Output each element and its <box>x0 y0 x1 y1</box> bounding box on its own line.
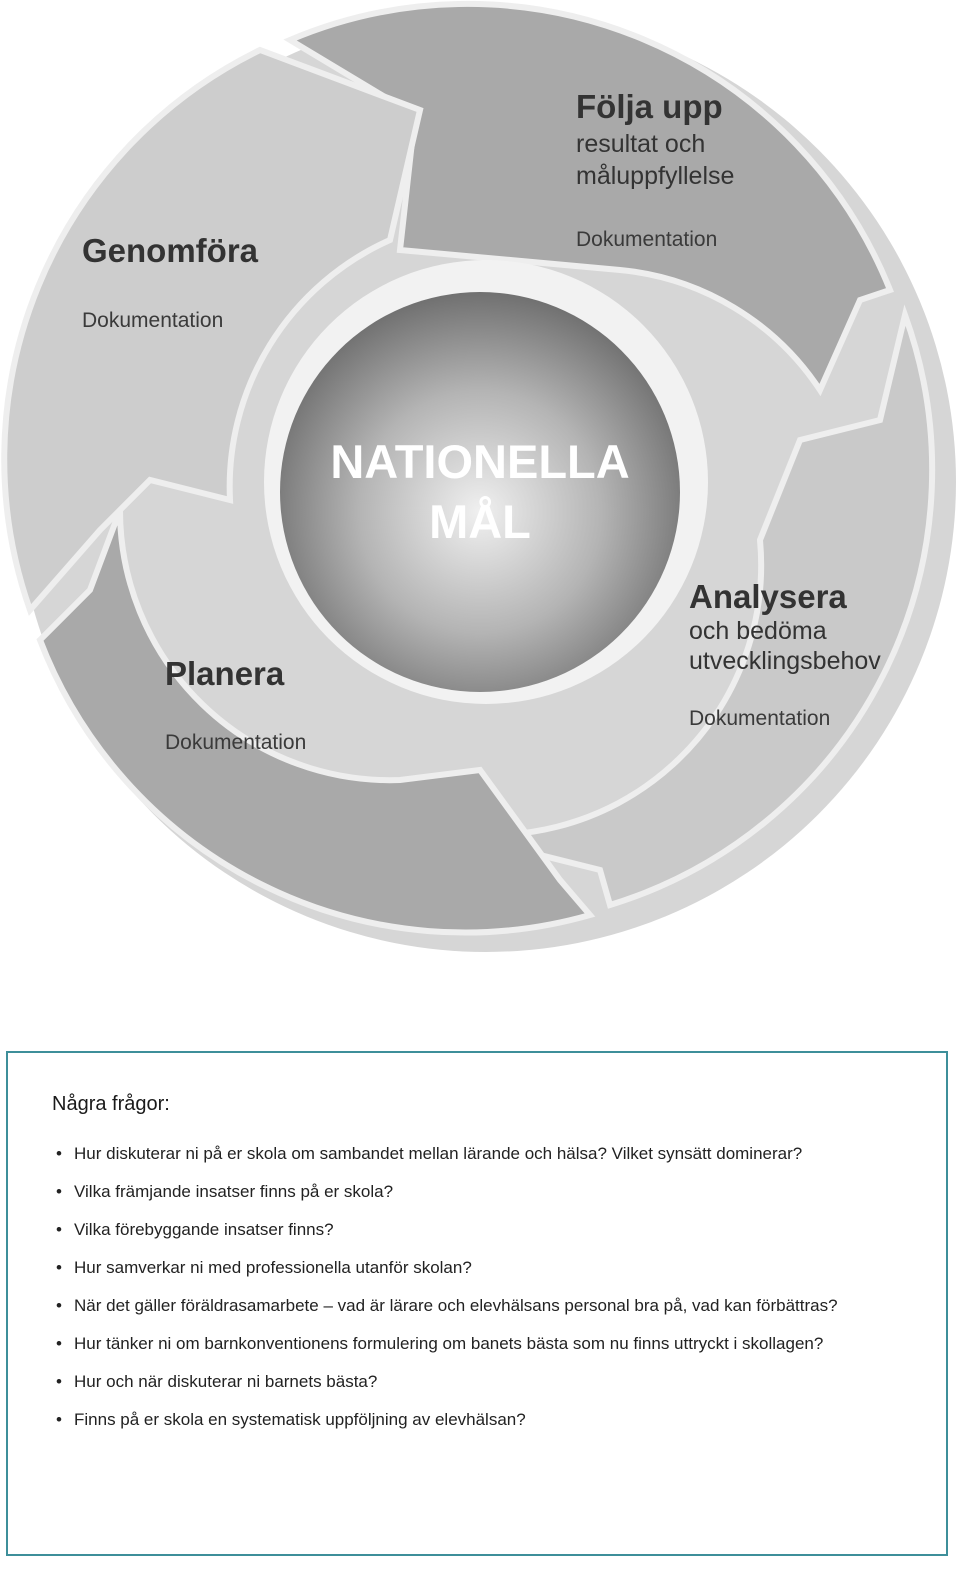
planera-doc: Dokumentation <box>165 731 307 754</box>
center-label-line2: MÅL <box>429 495 531 548</box>
question-item: • Vilka främjande insatser finns på er skola? <box>52 1179 897 1204</box>
questions-box <box>6 1051 948 1556</box>
question-item: • När det gäller föräldrasamarbete – vad är lärare och elevhälsans personal bra på, vad kan förbättras? <box>52 1293 897 1318</box>
planera-title: Planera <box>165 655 285 692</box>
analysera-doc: Dokumentation <box>689 707 831 730</box>
question-item: • Hur diskuterar ni på er skola om sambandet mellan lärande och hälsa? Vilket synsätt dominerar? <box>52 1141 897 1166</box>
question-item: • Hur och när diskuterar ni barnets bästa? <box>52 1369 897 1394</box>
center-label-line1: NATIONELLA <box>330 435 630 488</box>
center-circle <box>280 292 680 692</box>
question-item: • Hur samverkar ni med professionella utanför skolan? <box>52 1255 897 1280</box>
folja-upp-subtitle-2: måluppfyllelse <box>576 162 735 190</box>
analysera-subtitle-2: utvecklingsbehov <box>689 647 881 675</box>
folja-upp-title: Följa upp <box>576 88 723 125</box>
genomfora-title: Genomföra <box>82 232 259 269</box>
questions-list <box>52 1141 897 1445</box>
analysera-title: Analysera <box>689 578 847 615</box>
question-item: • Hur tänker ni om barnkonventionens formulering om banets bästa som nu finns uttryckt i skollagen? <box>52 1331 897 1356</box>
question-item: • Finns på er skola en systematisk uppföljning av elevhälsan? <box>52 1407 897 1432</box>
questions-heading: Några frågor: <box>52 1093 170 1115</box>
analysera-subtitle-1: och bedöma <box>689 617 827 645</box>
genomfora-doc: Dokumentation <box>82 309 224 332</box>
folja-upp-doc: Dokumentation <box>576 228 718 251</box>
folja-upp-subtitle-1: resultat och <box>576 130 706 158</box>
question-item: • Vilka förebyggande insatser finns? <box>52 1217 897 1242</box>
